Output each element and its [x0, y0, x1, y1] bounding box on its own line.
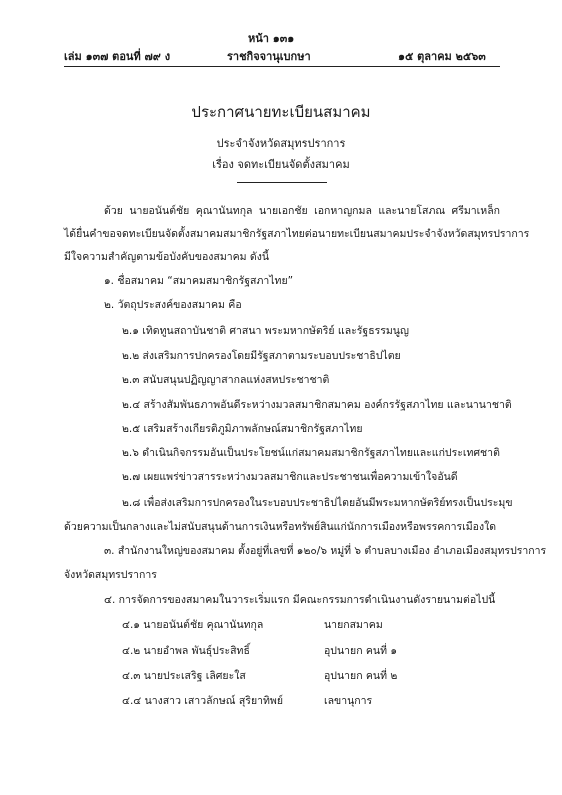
announcement-province: ประจำจังหวัดสมุทรปราการ: [216, 137, 346, 150]
issue-date: ๑๕ ตุลาคม ๒๕๖๓: [398, 50, 486, 63]
objective-2-1: ๒.๑ เทิดทูนสถาบันชาติ ศาสนา พระมหากษัตริย์ และรัฐธรรมนูญ: [122, 325, 409, 337]
objective-2-3: ๒.๓ สนับสนุนปฏิญญาสากลแห่งสหประชาชาติ: [122, 374, 330, 386]
objective-2-5: ๒.๕ เสริมสร้างเกียรติภูมิภาพลักษณ์สมาชิกรัฐสภาไทย: [122, 423, 363, 435]
item-4-committee: ๔. การจัดการของสมาคมในวาระเริ่มแรก มีคณะกรรมการดำเนินงานดังรายนามต่อไปนี้: [104, 594, 496, 606]
objective-2-2: ๒.๒ ส่งเสริมการปกครองโดยมีรัฐสภาตามระบอบประชาธิปไตย: [122, 350, 401, 362]
announcement-subject: เรื่อง จดทะเบียนจัดตั้งสมาคม: [212, 158, 350, 171]
objective-2-8-line-1: ๒.๘ เพื่อส่งเสริมการปกครองในระบอบประชาธิปไตยอันมีพระมหากษัตริย์ทรงเป็นประมุข: [122, 497, 513, 509]
committee-member-role: อุปนายก คนที่ ๑: [324, 645, 398, 657]
page-number: หน้า ๑๓๑: [248, 32, 295, 45]
gazette-name: ราชกิจจานุเบกษา: [227, 50, 311, 63]
committee-member-role: เลขานุการ: [324, 695, 373, 707]
committee-member-name: ๔.๒ นายอำพล พันธุ์ประสิทธิ์: [122, 645, 250, 657]
objective-2-8-line-2: ด้วยความเป็นกลางและไม่สนับสนุนด้านการเงินหรือทรัพย์สินแก่นักการเมืองหรือพรรคการเมืองใด: [64, 521, 497, 533]
announcement-title: ประกาศนายทะเบียนสมาคม: [191, 103, 371, 121]
item-3-office-line-2: จังหวัดสมุทรปราการ: [64, 569, 157, 581]
volume-issue: เล่ม ๑๓๗ ตอนที่ ๗๙ ง: [64, 50, 171, 63]
objective-2-7: ๒.๗ เผยแพร่ข่าวสารระหว่างมวลสมาชิกและประชาชนเพื่อความเข้าใจอันดี: [122, 471, 458, 483]
intro-line-2: ได้ยื่นคำขอจดทะเบียนจัดตั้งสมาคมสมาชิกรัฐสภาไทยต่อนายทะเบียนสมาคมประจำจังหวัดสมุทรปราการ: [64, 228, 530, 240]
header-rule: [64, 66, 500, 67]
intro-line-1: ด้วย นายอนันต์ชัย คุณานันทกุล นายเอกชัย เอกหาญกมล และนายโสภณ ศรีมาเหล็ก: [104, 205, 500, 217]
committee-member-role: อุปนายก คนที่ ๒: [324, 670, 398, 682]
committee-member-name: ๔.๔ นางสาว เสาวลักษณ์ สุริยาทิพย์: [122, 695, 283, 707]
committee-member-name: ๔.๓ นายประเสริฐ เลิศยะใส: [122, 670, 246, 682]
objective-2-6: ๒.๖ ดำเนินกิจกรรมอันเป็นประโยชน์แก่สมาคมสมาชิกรัฐสภาไทยและแก่ประเทศชาติ: [122, 447, 500, 459]
item-3-office-line-1: ๓. สำนักงานใหญ่ของสมาคม ตั้งอยู่ที่เลขที่ ๑๒๐/๖ หมู่ที่ ๖ ตำบลบางเมือง อำเภอเมืองสมุทรปราการ: [104, 545, 547, 557]
objective-2-4: ๒.๔ สร้างสัมพันธภาพอันดีระหว่างมวลสมาชิกสมาคม องค์กรรัฐสภาไทย และนานาชาติ: [122, 399, 512, 411]
committee-member-role: นายกสมาคม: [324, 619, 383, 631]
item-2-objectives: ๒. วัตถุประสงค์ของสมาคม คือ: [104, 299, 242, 311]
item-1-name: ๑. ชื่อสมาคม “สมาคมสมาชิกรัฐสภาไทย”: [104, 275, 294, 287]
committee-member-name: ๔.๑ นายอนันต์ชัย คุณานันทกุล: [122, 619, 264, 631]
intro-line-3: มีใจความสำคัญตามข้อบังคับของสมาคม ดังนี้: [64, 251, 270, 263]
title-rule: [237, 182, 327, 183]
